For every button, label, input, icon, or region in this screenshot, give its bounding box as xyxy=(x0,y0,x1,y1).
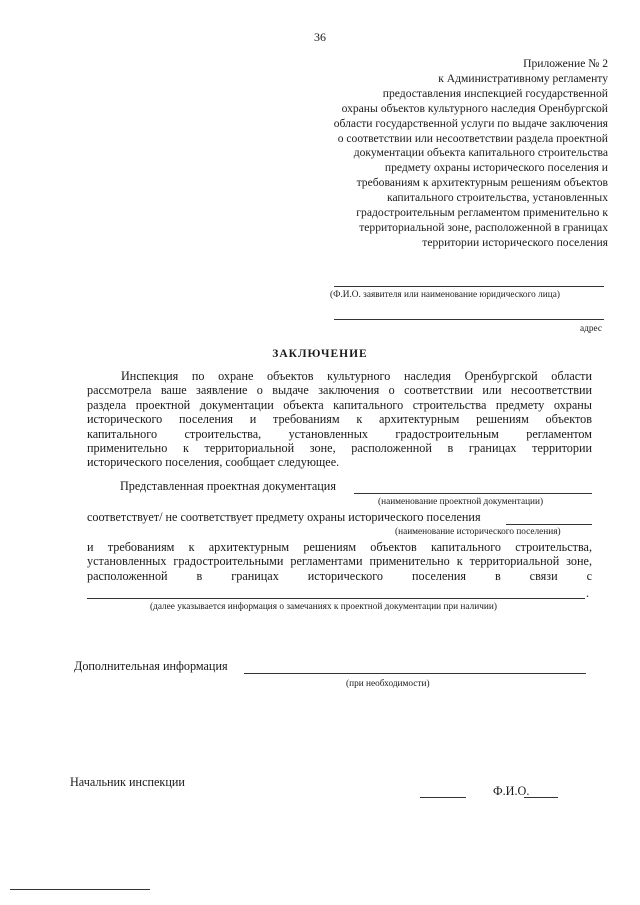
appendix-line: требованиям к архитектурным решениям объектов xyxy=(356,176,608,190)
appendix-line: предоставления инспекцией государственной xyxy=(382,86,608,100)
requirements-paragraph xyxy=(87,540,592,583)
remarks-line xyxy=(87,598,585,599)
requirements-line: установленных градостроительными регламентами применительно к территориальной зоне, xyxy=(87,554,592,569)
additional-info-label: Дополнительная информация xyxy=(74,659,228,673)
appendix-header xyxy=(248,57,608,251)
paragraph-line: Инспекция по охране объектов культурного наследия Оренбургской области xyxy=(121,369,592,383)
paragraph-line: капитального строительства, установленных градостроительным регламентом xyxy=(87,426,592,441)
footnote-separator xyxy=(10,889,150,890)
conformity-text: соответствует/ не соответствует предмету охраны исторического поселения xyxy=(87,510,481,524)
appendix-line: градостроительным регламентом применительно к xyxy=(356,206,608,220)
appendix-line: о соответствии или несоответствии раздела проектной xyxy=(337,131,608,145)
paragraph-line: применительно к территориальной зоне, расположенной в границах территории xyxy=(87,441,592,456)
additional-info-line xyxy=(244,673,586,674)
appendix-line: капитального строительства, установленных xyxy=(386,191,608,205)
applicant-address-caption: адрес xyxy=(580,324,602,334)
head-position: Начальник инспекции xyxy=(70,775,185,789)
appendix-line: к Административному регламенту xyxy=(438,71,608,85)
appendix-line: охраны объектов культурного наследия Оренбургской xyxy=(341,101,608,115)
document-title: ЗАКЛЮЧЕНИЕ xyxy=(272,348,368,360)
appendix-line: документации объекта капитального строительства xyxy=(353,146,608,160)
appendix-line: Приложение № 2 xyxy=(523,57,608,70)
settlement-caption: (наименование исторического поселения) xyxy=(395,527,561,537)
presented-doc-line xyxy=(354,493,592,494)
paragraph-line: исторического поселения и требованиям к архитектурным решениям объектов xyxy=(87,412,592,427)
appendix-line: территории исторического поселения xyxy=(422,235,608,249)
additional-info-caption: (при необходимости) xyxy=(346,679,430,689)
fio-line xyxy=(524,797,558,798)
applicant-name-caption: (Ф.И.О. заявителя или наименование юридического лица) xyxy=(330,290,560,300)
applicant-address-line xyxy=(334,319,604,320)
presented-doc-label: Представленная проектная документация xyxy=(120,479,336,493)
presented-doc-caption: (наименование проектной документации) xyxy=(378,497,544,507)
applicant-name-line xyxy=(334,286,604,287)
requirements-line: расположенной в границах исторического поселения в связи с xyxy=(87,568,592,583)
fio-label: Ф.И.О. xyxy=(493,784,530,798)
page-number: 36 xyxy=(314,30,326,44)
remarks-caption: (далее указывается информация о замечаниях к проектной документации при наличии) xyxy=(150,602,497,612)
remarks-end: . xyxy=(586,586,590,600)
paragraph-line: раздела проектной документации объекта капитального строительства предмету охраны xyxy=(87,397,592,412)
paragraph-line: исторического поселения, сообщает следующее. xyxy=(87,455,340,470)
signature-line xyxy=(420,797,466,798)
settlement-line xyxy=(506,524,592,525)
requirements-line: и требованиям к архитектурным решениям объектов капитального строительства, xyxy=(87,540,592,554)
paragraph-line: рассмотрела ваше заявление о выдаче заключения о соответствии или несоответствии xyxy=(87,383,592,398)
appendix-line: области государственной услуги по выдаче заключения xyxy=(333,116,608,130)
appendix-line: предмету охраны исторического поселения и xyxy=(384,161,608,175)
appendix-line: территориальной зоне, расположенной в границах xyxy=(359,220,608,234)
main-paragraph xyxy=(87,369,592,470)
